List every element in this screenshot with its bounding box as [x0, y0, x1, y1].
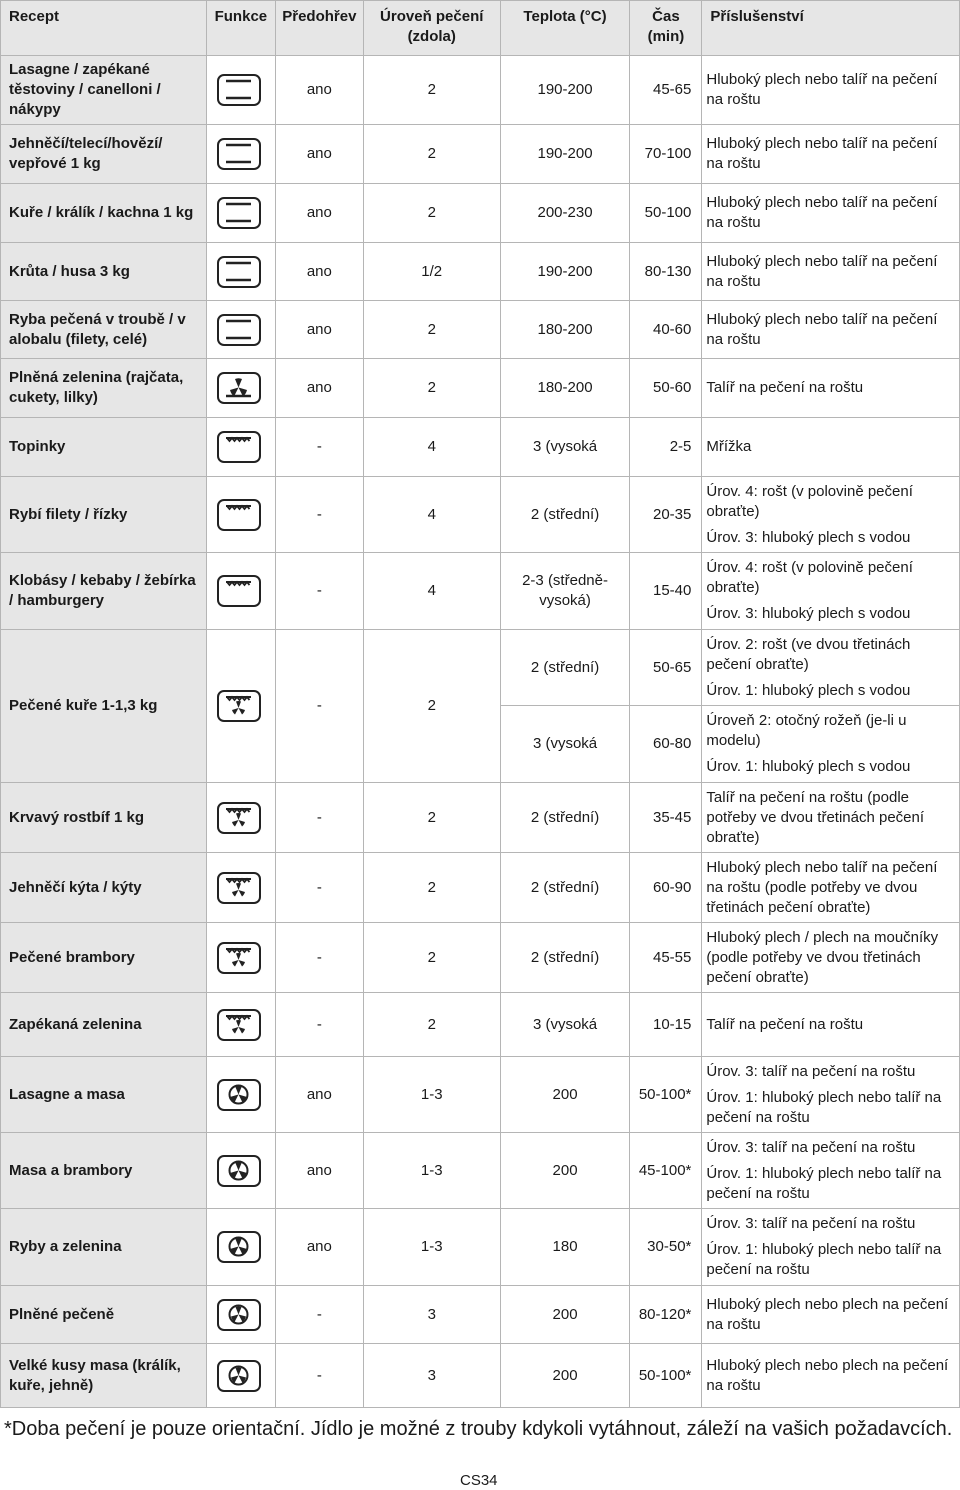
footnote: *Doba pečení je pouze orientační. Jídlo je možné z trouby kdykoli vytáhnout, záleží na vašich požadavcích.: [4, 1418, 953, 1440]
accessory-text: Hluboký plech nebo talíř na pečení na roštu: [706, 310, 938, 348]
recipe-cell: Jehněčí kýta / kýty: [1, 853, 207, 923]
recipe-cell: Ryba pečená v troubě / v alobalu (filety, celé): [1, 301, 207, 359]
level-cell: 1-3: [363, 1133, 500, 1209]
conventional-heat-icon: [217, 314, 261, 346]
conventional-heat-icon: [217, 197, 261, 229]
level-cell: 2: [363, 630, 500, 783]
function-cell: [206, 1209, 275, 1286]
accessory-text: Úrov. 3: talíř na pečení na roštu: [706, 1138, 916, 1156]
level-cell: 1-3: [363, 1057, 500, 1133]
accessories-cell: [702, 477, 960, 553]
accessory-text: Hluboký plech nebo talíř na pečení na roštu: [706, 135, 938, 172]
accessories-cell: [702, 418, 960, 477]
temperature-cell: 200: [500, 1133, 630, 1209]
convection-fan-icon: [217, 1155, 261, 1187]
preheat-cell: -: [275, 1344, 363, 1408]
bottom-heat-fan-icon: [217, 372, 261, 404]
preheat-cell: -: [275, 783, 363, 853]
header-level: Úroveň pečení (zdola): [363, 1, 500, 56]
accessories-cell: [702, 993, 960, 1057]
accessory-text: Mřížka: [706, 438, 752, 455]
time-cell: 50-100: [630, 184, 702, 243]
recipe-cell: Klobásy / kebaby / žebírka / hamburgery: [1, 553, 207, 630]
preheat-cell: ano: [275, 184, 363, 243]
level-cell: 4: [363, 553, 500, 630]
table-row: [1, 923, 960, 993]
recipe-cell: Krvavý rostbíf 1 kg: [1, 783, 207, 853]
level-cell: 2: [363, 184, 500, 243]
table-row: [1, 125, 960, 184]
recipe-cell: Rybí filety / řízky: [1, 477, 207, 553]
table-body: [1, 56, 960, 1408]
time-cell: 50-100*: [630, 1057, 702, 1133]
recipe-cell: Lasagne / zapékané těstoviny / canelloni / nákypy: [1, 56, 207, 125]
table-row: [1, 553, 960, 630]
level-cell: 2: [363, 301, 500, 359]
time-cell: 30-50*: [630, 1209, 702, 1286]
function-cell: [206, 853, 275, 923]
header-recipe: Recept: [1, 1, 207, 56]
temperature-cell: 200-230: [500, 184, 630, 243]
accessory-text: Talíř na pečení na roštu: [706, 1015, 864, 1033]
preheat-cell: -: [275, 477, 363, 553]
accessories-cell: [702, 184, 960, 243]
table-row: [1, 56, 960, 125]
temperature-cell: 200: [500, 1344, 630, 1408]
grill-icon: [217, 575, 261, 607]
preheat-cell: ano: [275, 359, 363, 418]
accessories-cell: [702, 853, 960, 923]
function-cell: [206, 1344, 275, 1408]
level-cell: 4: [363, 418, 500, 477]
accessory-text: Talíř na pečení na roštu (podle potřeby ve dvou třetinách pečení obraťte): [706, 788, 925, 846]
temperature-cell: 2-3 (středně-vysoká): [500, 553, 630, 630]
function-cell: [206, 301, 275, 359]
table-row: [1, 783, 960, 853]
table-row: [1, 359, 960, 418]
level-cell: 2: [363, 993, 500, 1057]
preheat-cell: -: [275, 853, 363, 923]
recipe-cell: Kuře / králík / kachna 1 kg: [1, 184, 207, 243]
recipe-cell: Pečené kuře 1-1,3 kg: [1, 630, 207, 783]
accessory-text: Úroveň 2: otočný rožeň (je-li u modelu): [706, 712, 907, 749]
level-cell: 2: [363, 923, 500, 993]
accessories-cell: [702, 1133, 960, 1209]
preheat-cell: ano: [275, 243, 363, 301]
convection-fan-icon: [217, 1079, 261, 1111]
accessory-text: Úrov. 1: hluboký plech nebo talíř na pečení na roštu: [706, 1088, 942, 1126]
accessories-cell: [702, 553, 960, 630]
function-cell: [206, 553, 275, 630]
level-cell: 4: [363, 477, 500, 553]
turbo-grill-icon: [217, 690, 261, 722]
conventional-heat-icon: [217, 256, 261, 288]
level-cell: 2: [363, 56, 500, 125]
table-row: [1, 993, 960, 1057]
table-row: [1, 630, 960, 706]
header-preheat: Předohřev: [275, 1, 363, 56]
table-row: [1, 1057, 960, 1133]
function-cell: [206, 477, 275, 553]
time-cell: 10-15: [630, 993, 702, 1057]
time-cell: 35-45: [630, 783, 702, 853]
table-row: [1, 853, 960, 923]
preheat-cell: ano: [275, 1133, 363, 1209]
level-cell: 2: [363, 359, 500, 418]
accessory-text: Hluboký plech nebo talíř na pečení na roštu: [706, 71, 938, 108]
grill-icon: [217, 499, 261, 531]
accessories-cell: [702, 301, 960, 359]
accessories-cell: [702, 1057, 960, 1133]
function-cell: [206, 125, 275, 184]
table-row: [1, 1209, 960, 1286]
accessory-text: Úrov. 4: rošt (v polovině pečení obraťte): [706, 559, 913, 596]
accessory-text: Úrov. 1: hluboký plech nebo talíř na pečení na roštu: [706, 1164, 942, 1202]
function-cell: [206, 56, 275, 125]
table-row: [1, 243, 960, 301]
preheat-cell: ano: [275, 301, 363, 359]
recipe-cell: Topinky: [1, 418, 207, 477]
function-cell: [206, 184, 275, 243]
preheat-cell: -: [275, 553, 363, 630]
header-function: Funkce: [206, 1, 275, 56]
accessories-cell: [702, 706, 960, 783]
conventional-heat-icon: [217, 74, 261, 106]
accessory-text: Úrov. 3: talíř na pečení na roštu: [706, 1215, 916, 1232]
accessory-text: Hluboký plech nebo plech na pečení na roštu: [706, 1356, 949, 1394]
accessory-text: Úrov. 3: hluboký plech s vodou: [706, 528, 911, 546]
preheat-cell: -: [275, 993, 363, 1057]
function-cell: [206, 359, 275, 418]
time-cell: 60-80: [630, 706, 702, 783]
table-row: [1, 477, 960, 553]
recipe-cell: Jehněčí/telecí/hovězí/ vepřové 1 kg: [1, 125, 207, 184]
header-time: Čas (min): [630, 1, 702, 56]
accessories-cell: [702, 243, 960, 301]
time-cell: 45-55: [630, 923, 702, 993]
recipe-cell: Zapékaná zelenina: [1, 993, 207, 1057]
temperature-cell: 190-200: [500, 125, 630, 184]
time-cell: 60-90: [630, 853, 702, 923]
recipe-cell: Plněné pečeně: [1, 1286, 207, 1344]
temperature-cell: 200: [500, 1286, 630, 1344]
page-number: CS34: [460, 1472, 498, 1489]
recipe-cell: Plněná zelenina (rajčata, cukety, lilky): [1, 359, 207, 418]
time-cell: 70-100: [630, 125, 702, 184]
fan-icon: [217, 1299, 261, 1331]
turbo-grill-icon: [217, 802, 261, 834]
time-cell: 2-5: [630, 418, 702, 477]
accessory-text: Úrov. 1: hluboký plech s vodou: [706, 681, 911, 699]
time-cell: 80-130: [630, 243, 702, 301]
preheat-cell: -: [275, 630, 363, 783]
table-row: [1, 301, 960, 359]
accessory-text: Úrov. 3: talíř na pečení na roštu: [706, 1062, 916, 1080]
recipe-cell: Lasagne a masa: [1, 1057, 207, 1133]
level-cell: 1/2: [363, 243, 500, 301]
preheat-cell: ano: [275, 125, 363, 184]
function-cell: [206, 630, 275, 783]
accessory-text: Hluboký plech nebo talíř na pečení na roštu: [706, 252, 938, 290]
accessory-text: Úrov. 3: hluboký plech s vodou: [706, 605, 911, 622]
temperature-cell: 180-200: [500, 359, 630, 418]
table-row: [1, 184, 960, 243]
accessories-cell: [702, 56, 960, 125]
function-cell: [206, 1133, 275, 1209]
level-cell: 3: [363, 1286, 500, 1344]
accessory-text: Úrov. 4: rošt (v polovině pečení obraťte): [706, 482, 913, 520]
turbo-grill-icon: [217, 1009, 261, 1041]
temperature-cell: 3 (vysoká: [500, 993, 630, 1057]
preheat-cell: ano: [275, 1209, 363, 1286]
function-cell: [206, 418, 275, 477]
function-cell: [206, 993, 275, 1057]
preheat-cell: ano: [275, 1057, 363, 1133]
turbo-grill-icon: [217, 872, 261, 904]
temperature-cell: 2 (střední): [500, 783, 630, 853]
recipe-cell: Ryby a zelenina: [1, 1209, 207, 1286]
function-cell: [206, 783, 275, 853]
accessories-cell: [702, 125, 960, 184]
temperature-cell: 190-200: [500, 243, 630, 301]
table-row: [1, 1286, 960, 1344]
temperature-cell: 190-200: [500, 56, 630, 125]
time-cell: 80-120*: [630, 1286, 702, 1344]
accessory-text: Talíř na pečení na roštu: [706, 379, 864, 396]
function-cell: [206, 1286, 275, 1344]
header-temperature: Teplota (°C): [500, 1, 630, 56]
accessory-text: Úrov. 1: hluboký plech s vodou: [706, 758, 911, 775]
table-row: [1, 418, 960, 477]
grill-icon: [217, 431, 261, 463]
preheat-cell: -: [275, 1286, 363, 1344]
recipe-cell: Masa a brambory: [1, 1133, 207, 1209]
accessory-text: Hluboký plech / plech na moučníky (podle potřeby ve dvou třetinách pečení obraťte): [706, 928, 939, 986]
temperature-cell: 2 (střední): [500, 477, 630, 553]
time-cell: 45-65: [630, 56, 702, 125]
time-cell: 40-60: [630, 301, 702, 359]
header-accessories: Příslušenství: [702, 1, 960, 56]
temperature-cell: 2 (střední): [500, 853, 630, 923]
accessories-cell: [702, 923, 960, 993]
preheat-cell: ano: [275, 56, 363, 125]
temperature-cell: 3 (vysoká: [500, 418, 630, 477]
level-cell: 1-3: [363, 1209, 500, 1286]
temperature-cell: 2 (střední): [500, 923, 630, 993]
fan-icon: [217, 1360, 261, 1392]
accessories-cell: [702, 359, 960, 418]
preheat-cell: -: [275, 923, 363, 993]
accessories-cell: [702, 1344, 960, 1408]
accessory-text: Úrov. 2: rošt (ve dvou třetinách pečení obraťte): [706, 635, 911, 673]
temperature-cell: 3 (vysoká: [500, 706, 630, 783]
function-cell: [206, 1057, 275, 1133]
table-row: [1, 1133, 960, 1209]
accessory-text: Úrov. 1: hluboký plech nebo talíř na pečení na roštu: [706, 1241, 942, 1278]
temperature-cell: 180-200: [500, 301, 630, 359]
temperature-cell: 2 (střední): [500, 630, 630, 706]
function-cell: [206, 243, 275, 301]
recipe-cell: Krůta / husa 3 kg: [1, 243, 207, 301]
time-cell: 50-100*: [630, 1344, 702, 1408]
level-cell: 2: [363, 125, 500, 184]
time-cell: 15-40: [630, 553, 702, 630]
preheat-cell: -: [275, 418, 363, 477]
header-row: [1, 1, 960, 56]
time-cell: 50-60: [630, 359, 702, 418]
level-cell: 3: [363, 1344, 500, 1408]
accessories-cell: [702, 1209, 960, 1286]
table-row: [1, 1344, 960, 1408]
time-cell: 20-35: [630, 477, 702, 553]
temperature-cell: 200: [500, 1057, 630, 1133]
accessory-text: Hluboký plech nebo talíř na pečení na roštu: [706, 194, 938, 231]
level-cell: 2: [363, 783, 500, 853]
time-cell: 50-65: [630, 630, 702, 706]
time-cell: 45-100*: [630, 1133, 702, 1209]
accessory-text: Hluboký plech nebo plech na pečení na roštu: [706, 1295, 949, 1333]
accessory-text: Hluboký plech nebo talíř na pečení na roštu (podle potřeby ve dvou třetinách pečení obraťte): [706, 858, 938, 916]
convection-fan-icon: [217, 1231, 261, 1263]
accessories-cell: [702, 1286, 960, 1344]
level-cell: 2: [363, 853, 500, 923]
recipe-cell: Pečené brambory: [1, 923, 207, 993]
function-cell: [206, 923, 275, 993]
accessories-cell: [702, 630, 960, 706]
recipe-cell: Velké kusy masa (králík, kuře, jehně): [1, 1344, 207, 1408]
temperature-cell: 180: [500, 1209, 630, 1286]
accessories-cell: [702, 783, 960, 853]
turbo-grill-icon: [217, 942, 261, 974]
conventional-heat-icon: [217, 138, 261, 170]
